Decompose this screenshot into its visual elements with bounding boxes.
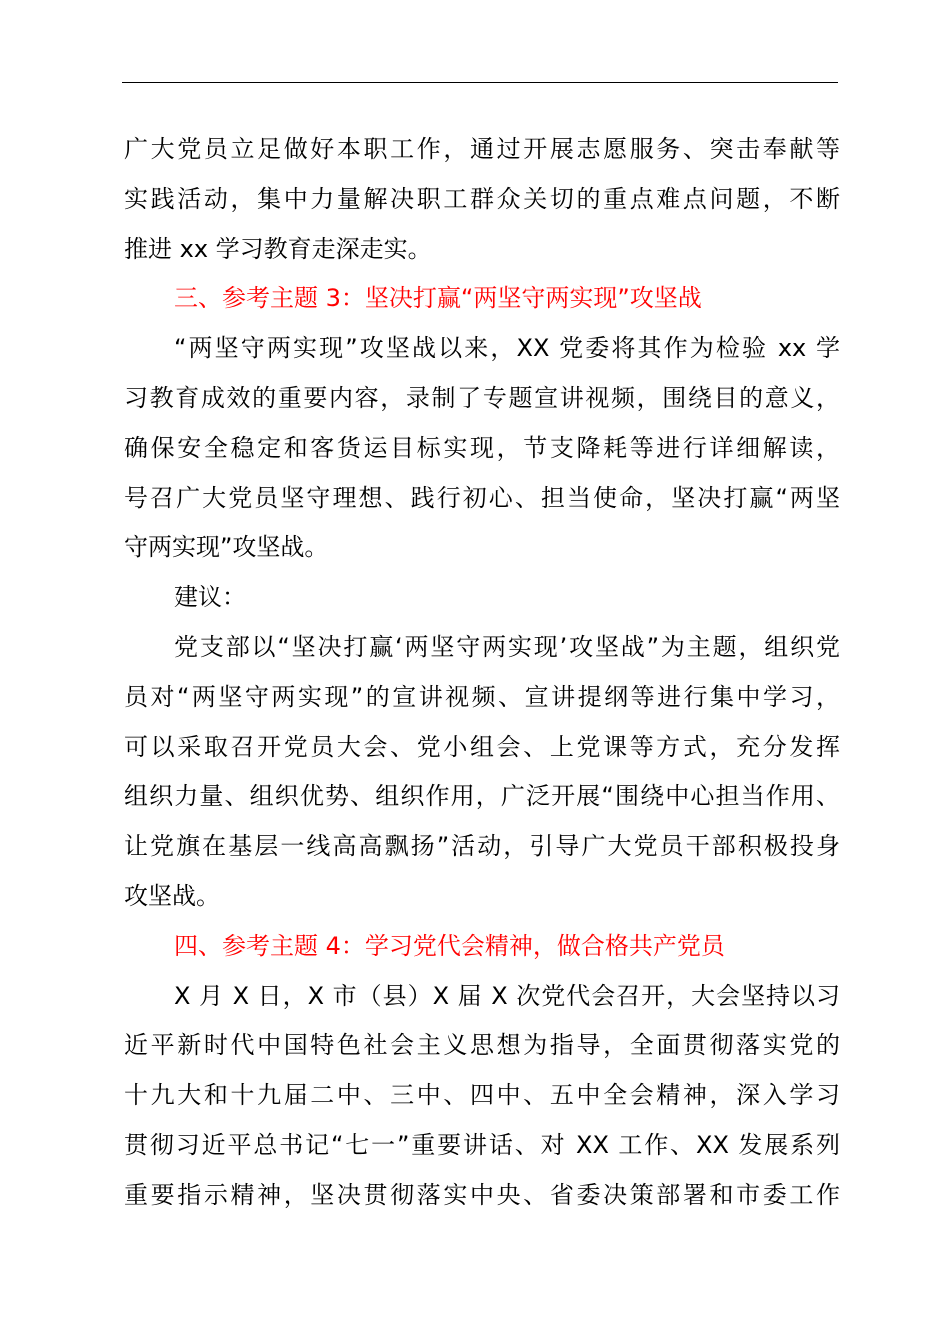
header-rule (122, 82, 838, 83)
body-line: 习教育成效的重要内容，录制了专题宣讲视频，围绕目的意义， (124, 383, 840, 412)
body-line: 确保安全稳定和客货运目标实现，节支降耗等进行详细解读， (124, 433, 840, 462)
body-line: 贯彻习近平总书记“七一”重要讲话、对 XX 工作、XX 发展系列 (124, 1130, 840, 1159)
body-line: 十九大和十九届二中、三中、四中、五中全会精神，深入学习 (124, 1081, 840, 1110)
body-line: 号召广大党员坚守理想、践行初心、担当使命，坚决打赢“两坚 (124, 483, 840, 512)
body-line: 让党旗在基层一线高高飘扬”活动，引导广大党员干部积极投身 (124, 832, 840, 861)
body-line: 重要指示精神，坚决贯彻落实中央、省委决策部署和市委工作 (124, 1180, 840, 1209)
body-line: “两坚守两实现”攻坚战以来，XX 党委将其作为检验 xx 学 (174, 334, 840, 363)
body-line: 组织力量、组织优势、组织作用，广泛开展“围绕中心担当作用、 (124, 782, 840, 811)
body-line: X 月 X 日，X 市（县）X 届 X 次党代会召开，大会坚持以习 (174, 981, 840, 1010)
body-line: 推进 xx 学习教育走深走实。 (124, 234, 432, 263)
body-line: 可以采取召开党员大会、党小组会、上党课等方式，充分发挥 (124, 732, 840, 761)
section-heading-3: 三、参考主题 3：坚决打赢“两坚守两实现”攻坚战 (174, 284, 702, 313)
body-line: 员对“两坚守两实现”的宣讲视频、宣讲提纲等进行集中学习， (124, 682, 840, 711)
suggestion-label: 建议： (174, 583, 246, 612)
body-line: 党支部以“坚决打赢‘两坚守两实现’攻坚战”为主题，组织党 (174, 632, 840, 661)
section-heading-4: 四、参考主题 4：学习党代会精神，做合格共产党员 (174, 931, 725, 960)
body-line: 实践活动，集中力量解决职工群众关切的重点难点问题，不断 (124, 184, 840, 213)
body-line: 守两实现”攻坚战。 (124, 533, 329, 562)
body-line: 攻坚战。 (124, 881, 220, 910)
body-line: 近平新时代中国特色社会主义思想为指导，全面贯彻落实党的 (124, 1031, 840, 1060)
body-line: 广大党员立足做好本职工作，通过开展志愿服务、突击奉献等 (124, 135, 840, 163)
document-body (124, 125, 840, 1221)
